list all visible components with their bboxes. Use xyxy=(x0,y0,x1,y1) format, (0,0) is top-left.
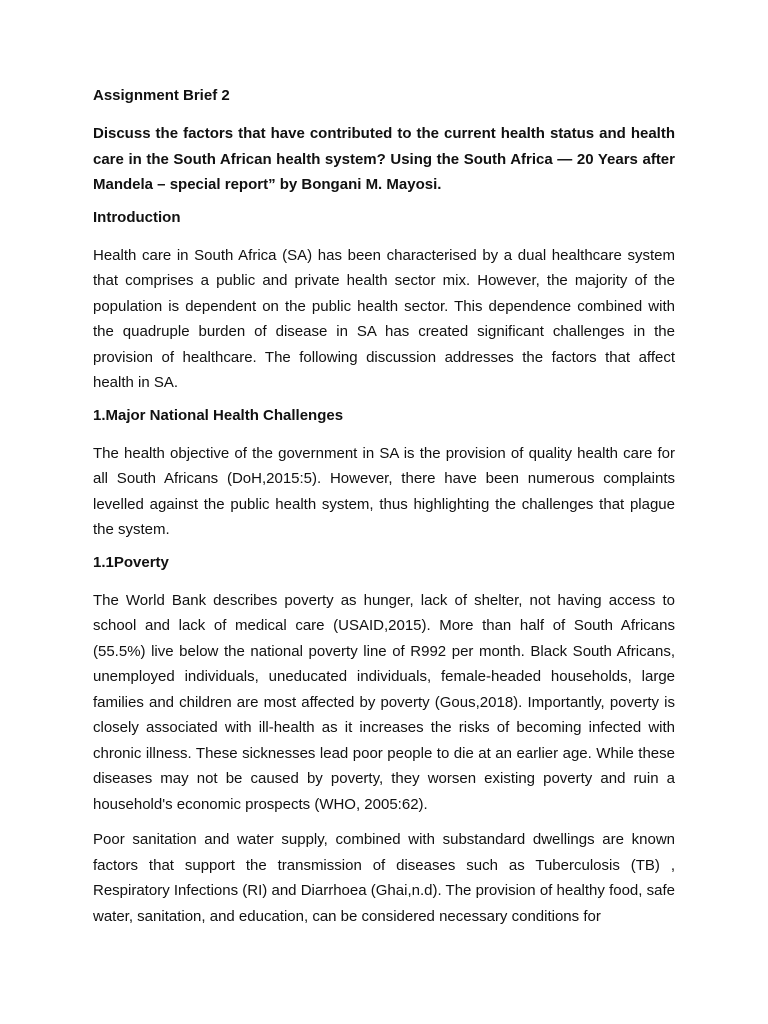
document-title: Assignment Brief 2 xyxy=(93,87,230,104)
challenges-paragraph: The health objective of the government in SA is the provision of quality health care for all South Africans (DoH,2015:5). However, there have been numerous complaints levelled against the public health system, thus highlighting the challenges that plague the system. xyxy=(93,444,675,538)
poverty-paragraph-2: Poor sanitation and water supply, combined with substandard dwellings are known factors that support the transmission of diseases such as Tuberculosis (TB) , Respiratory Infections (RI) and Diarrhoea (Ghai,n.d). The provision of healthy food, safe water, sanitation, and education, can be considered necessary conditions for xyxy=(93,831,675,925)
poverty-heading: 1.1Poverty xyxy=(93,553,169,571)
introduction-paragraph: Health care in South Africa (SA) has been characterised by a dual healthcare system that comprises a public and private health sector mix. However, the majority of the population is dependent on the public health sector. This dependence combined with the quadruple burden of disease in SA has created significant challenges in the provision of healthcare. The following discussion addresses the factors that affect health in SA. xyxy=(93,246,675,391)
assignment-question: Discuss the factors that have contributed to the current health status and health care in the South African health system? Using the South Africa — 20 Years after Mandela – special report” by Bongani M. Mayosi. xyxy=(93,125,675,193)
poverty-paragraph-1: The World Bank describes poverty as hunger, lack of shelter, not having access to school and lack of medical care (USAID,2015). More than half of South Africans (55.5%) live below the national poverty line of R992 per month. Black South Africans, unemployed individuals, uneducated individuals, female-headed households, large families and children are most affected by poverty (Gous,2018). Importantly, poverty is closely associated with ill-health as it increases the risks of becoming infected with chronic illness. These sicknesses lead poor people to die at an earlier age. While these diseases may not be caused by poverty, they worsen existing poverty and ruin a household's economic prospects (WHO, 2005:62). xyxy=(93,591,675,813)
challenges-heading: 1.Major National Health Challenges xyxy=(93,406,344,424)
introduction-heading: Introduction xyxy=(93,208,181,226)
